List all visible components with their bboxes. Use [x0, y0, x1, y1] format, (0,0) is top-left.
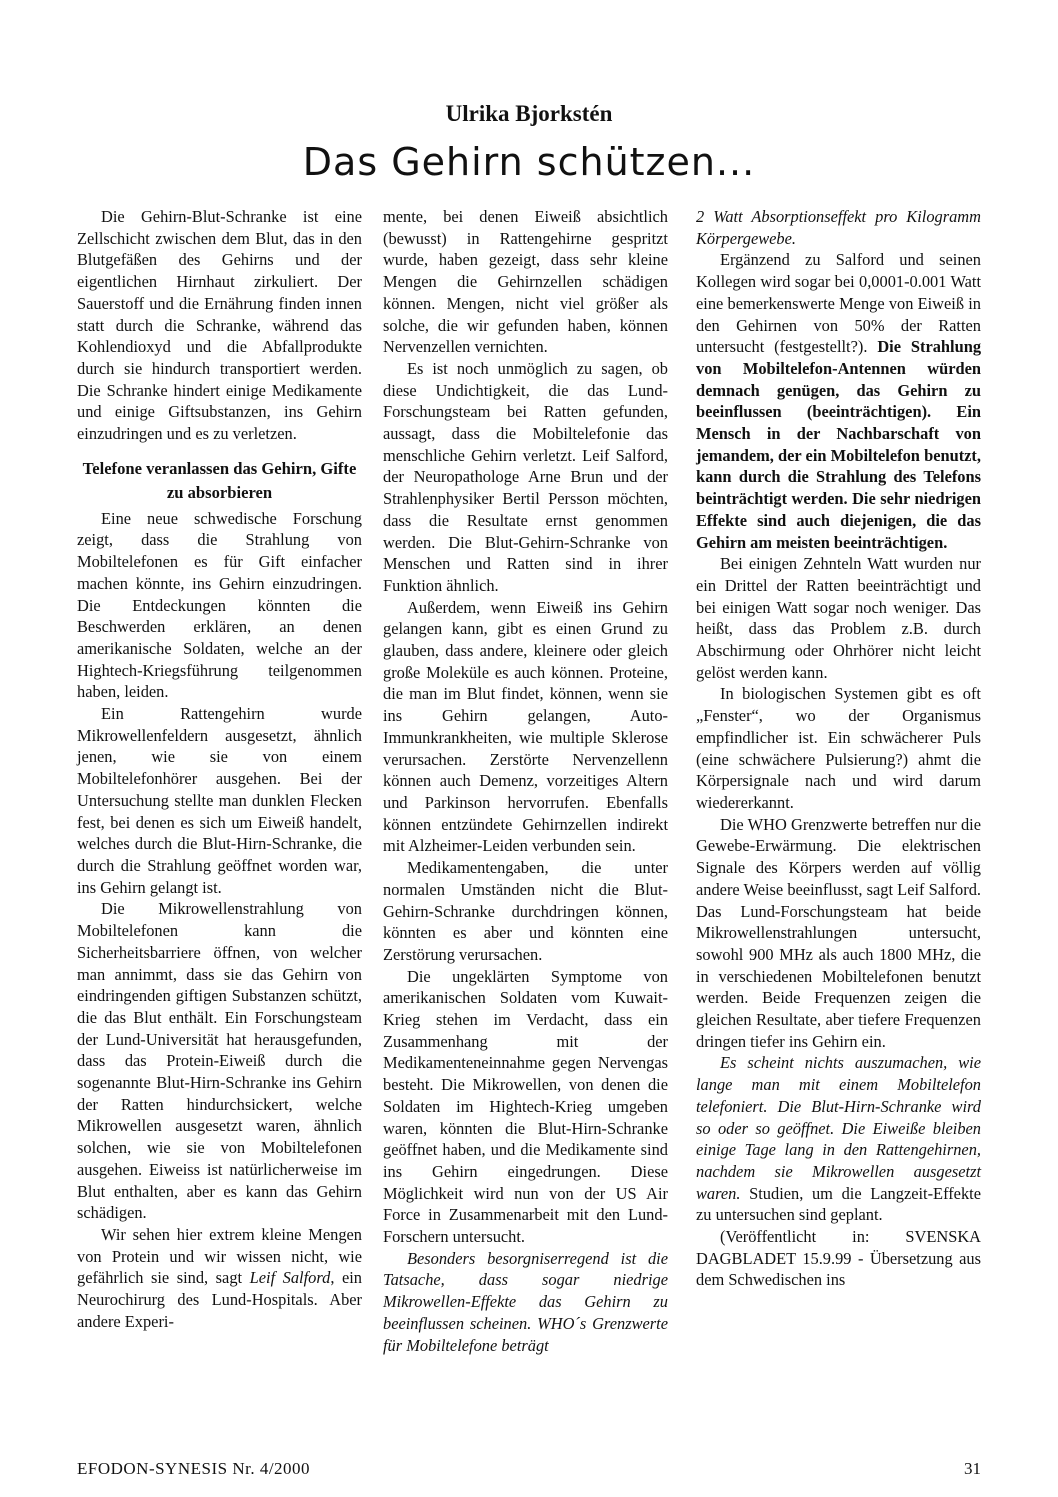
paragraph: Es ist noch unmöglich zu sagen, ob diese Undichtigkeit, die das Lund-Forschungsteam bei Ratten gefunden, aussagt, dass die Mobiltelefonie das menschliche Gehirn verletzt. Leif Salford, der Neuropathologe Arne Brun und der Strahlenphysiker Bertil Persson möchten, dass die Resultate ernst genommen werden. Die Blut-Gehirn-Schranke von Menschen und Ratten sind in ihrer Funktion ähnlich. [383, 358, 668, 595]
page-number: 31 [964, 1459, 981, 1478]
italic-paragraph: 2 Watt Absorptionseffekt pro Kilogramm Körpergewebe. [696, 207, 981, 248]
column-1 [77, 206, 362, 1332]
bold-text: Die Strahlung von Mobiltelefon-Antennen würden demnach genügen, das Gehirn zu beeinflussen (beeinträchtigen). Ein Mensch in der Nachbarschaft von jemandem, der ein Mobiltelefon benutzt, kann durch die Strahlung des Telefons beinträchtigt werden. Die sehr niedrigen Effekte sind auch diejenigen, die das Gehirn am meisten beeinträchtigen. [696, 337, 982, 552]
text-run: Wir sehen hier extrem kleine Mengen von Protein und wir wissen nicht, wie gefährlich sie sind, sagt [77, 1224, 362, 1288]
article-title: Das Gehirn schützen... [302, 140, 756, 184]
column-2 [383, 206, 668, 1356]
text-run: , ein Neurochirurg des Lund-Hospitals. Aber andere Experi- [77, 1268, 362, 1331]
paragraph: Die Gehirn-Blut-Schranke ist eine Zellschicht zwischen dem Blut, das in den Blutgefäßen des Gehirns und der eigentlichen Hirnhaut zirkuliert. Der Sauerstoff und die Ernährung finden innen statt durch die Schranke, während das Kohlendioxyd und die Abfallprodukte durch sie hindurch transportiert werden. Die Schranke hindert einige Medikamente und einige Giftsubstanzen, ins Gehirn einzudringen und es zu verletzen. [77, 207, 362, 444]
paragraph: Die ungeklärten Symptome von amerikanischen Soldaten vom Kuwait-Krieg stehen im Verdacht, dass ein Zusammenhang mit der Medikamenteneinnahme gegen Nervengas besteht. Die Mikrowellen, von denen die Soldaten im Hightech-Krieg umgeben waren, könnten die Blut-Hirn-Schranke geöffnet haben, und die Medikamente sind ins Gehirn eingedrungen. Diese Möglichkeit wird nun von der US Air Force in Zusammenarbeit mit den Lund-Forschern untersucht. [383, 966, 668, 1247]
paragraph: Außerdem, wenn Eiweiß ins Gehirn gelangen kann, gibt es einen Grund zu glauben, dass andere, kleinere oder gleich große Moleküle es auch können. Proteine, die man im Blut findet, können, wenn sie ins Gehirn gelangen, Auto-Immunkrankheiten, wie multiple Sklerose verursachen. Zerstörte Nervenzellenn können auch Demenz, vorzeitiges Altern und Parkinson hervorrufen. Ebenfalls können entzündete Gehirnzellen indirekt mit Alzheimer-Leiden verbunden sein. [383, 597, 668, 856]
paragraph [696, 1052, 981, 1226]
paragraph: Medikamentengaben, die unter normalen Umständen nicht die Blut-Gehirn-Schranke durchdringen können, könnten es aber und könnten eine Zerstörung verursachen. [383, 858, 668, 964]
paragraph: (Veröffentlicht in: SVENSKA DAGBLADET 15.9.99 - Übersetzung aus dem Schwedischen ins [696, 1227, 981, 1290]
text-run: Ergänzend zu Salford und seinen Kollegen wird sogar bei 0,0001-0.001 Watt eine bemerkenswerte Menge von Eiweiß in den Gehirnen von 50% der Ratten untersucht (festgestellt?). [696, 250, 981, 357]
section-heading: Telefone veranlassen das Gehirn, Gifte zu absorbieren [82, 458, 357, 502]
paragraph: mente, bei denen Eiweiß absichtlich (bewusst) in Rattengehirne gespritzt wurde, haben gezeigt, dass sehr kleine Mengen die Gehirnzellen schädigen können. Mengen, nicht viel größer als solche, die wir gefunden haben, können Nervenzellen vernichten. [383, 207, 668, 357]
paragraph: Bei einigen Zehnteln Watt wurden nur ein Drittel der Ratten beeinträchtigt und bei einigen Watt sogar noch weniger. Das heißt, dass das Problem z.B. durch Abschirmung oder Ohrhörer nicht leicht gelöst werden kann. [696, 554, 981, 682]
author-name: Ulrika Bjorkstén [445, 101, 613, 126]
paragraph [77, 1224, 362, 1333]
italic-name: Leif Salford [249, 1268, 331, 1288]
paragraph: Eine neue schwedische Forschung zeigt, dass die Strahlung von Mobiltelefonen es für Gift einfacher machen könnte, ins Gehirn einzudringen. Die Entdeckungen könnten die Beschwerden erklären, an denen amerikanische Soldaten, welche an der Hightech-Kriegsführung teilgenommen haben, leiden. [77, 508, 362, 702]
paragraph: In biologischen Systemen gibt es oft „Fenster“, wo der Organismus empfindlicher ist. Ein schwächerer Puls (eine schwächere Pulsierung?) ahmt die Körpersignale nach und wird darum wiedererkannt. [696, 684, 981, 812]
paragraph: Ein Rattengehirn wurde Mikrowellenfeldern ausgesetzt, ähnlich jenen, wie sie von einem Mobiltelefonhörer ausgehen. Bei der Untersuchung stellte man dunklen Flecken fest, bei denen es sich um Eiweiß handelt, welches durch die Blut-Hirn-Schranke, die durch die Strahlung geöffnet worden war, ins Gehirn gelangt ist. [77, 704, 362, 897]
column-3 [696, 206, 981, 1291]
text-run: Studien, um die Langzeit-Effekte zu untersuchen sind geplant. [696, 1183, 981, 1225]
paragraph: Die Mikrowellenstrahlung von Mobiltelefonen kann die Sicherheitsbarriere öffnen, von welcher man annimmt, dass sie das Gehirn von eindringenden giftigen Substanzen schützt, die das Blut enthält. Ein Forschungsteam der Lund-Universität hat herausgefunden, dass das Protein-Eiweiß durch die sogenannte Blut-Hirn-Schranke ins Gehirn der Ratten hindurchsickert, welche Mikrowellen ausgesetzt waren, ähnlich solchen, wie sie von Mobiltelefonen ausgehen. Eiweiss ist natürlicherweise im Blut enthalten, aber es kann das Gehirn schädigen. [77, 899, 362, 1223]
italic-text: Es scheint nichts auszumachen, wie lange man mit einem Mobiltelefon telefoniert. Die Blut-Hirn-Schranke wird so oder so geöffnet. Die Eiweiße bleiben einige Tage lang in den Rattengehirnen, nachdem sie Mikrowellen ausgesetzt waren. [696, 1053, 981, 1203]
journal-footer: EFODON-SYNESIS Nr. 4/2000 [77, 1459, 311, 1478]
paragraph [696, 249, 981, 553]
italic-paragraph: Besonders besorgniserregend ist die Tatsache, dass sogar niedrige Mikrowellen-Effekte das Gehirn zu beeinflussen scheinen. WHO´s Grenzwerte für Mobiltelefone beträgt [383, 1248, 668, 1355]
paragraph: Die WHO Grenzwerte betreffen nur die Gewebe-Erwärmung. Die elektrischen Signale des Körpers werden auf völlig andere Weise beeinflusst, sagt Leif Salford. Das Lund-Forschungsteam hat beide Mikrowellenstrahlungen untersucht, sowohl 900 MHz als auch 1800 MHz, die in verschiedenen Mobiltelefonen benutzt werden. Beide Frequenzen zeigen die gleichen Resultate, aber tiefere Frequenzen dringen tiefer ins Gehirn ein. [696, 814, 981, 1051]
